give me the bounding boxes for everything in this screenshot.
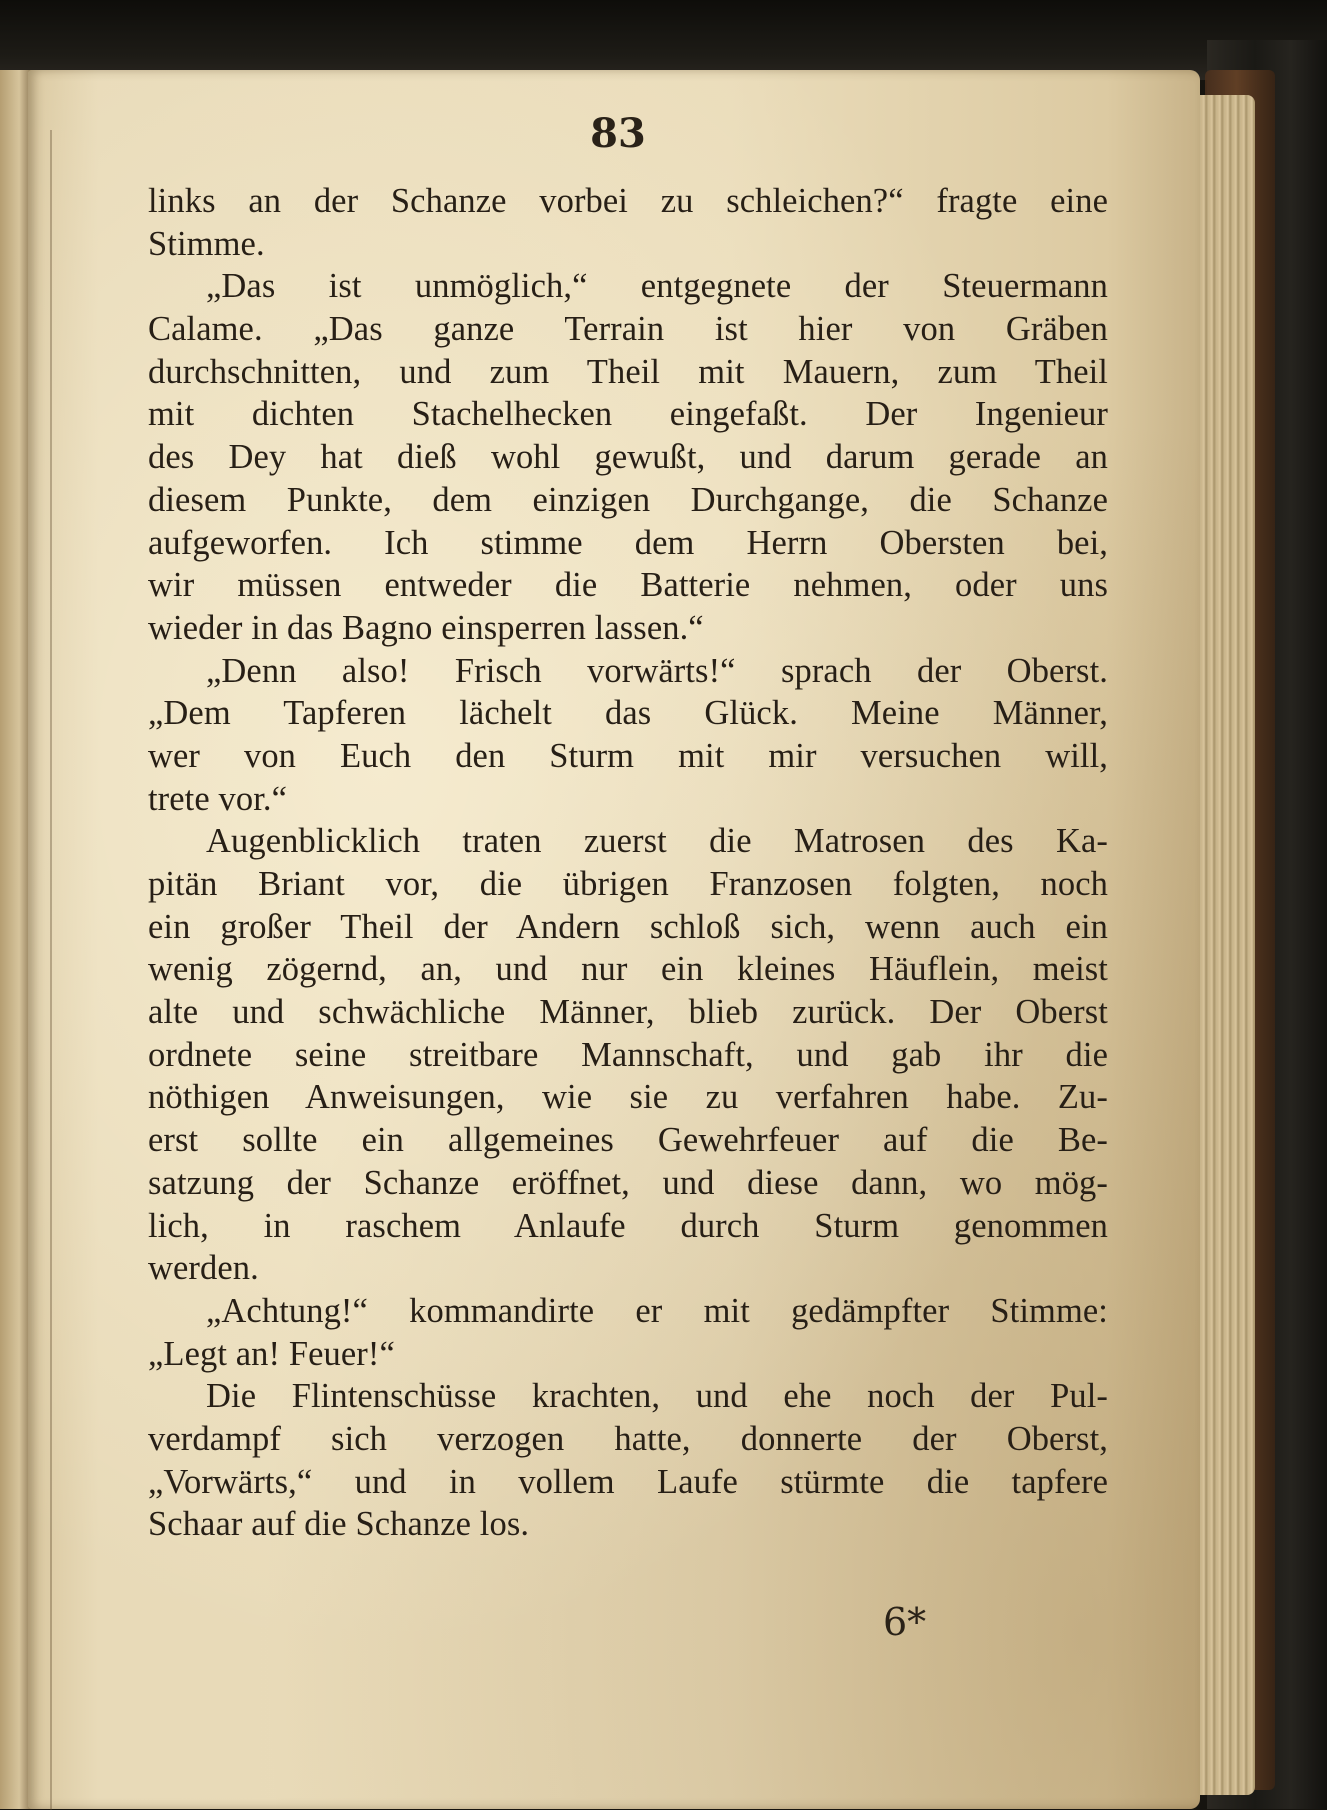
text-line: Schaar auf die Schanze los.	[148, 1505, 530, 1544]
book-cover-top	[0, 0, 1327, 80]
text-line: durchschnitten, und zum Theil mit Mauern, zum Theil	[148, 352, 1108, 391]
page-number: 83	[590, 110, 646, 157]
signature-mark: 6*	[883, 1600, 927, 1644]
text-line: „Vorwärts,“ und in vollem Laufe stürmte die tapfere	[148, 1462, 1108, 1501]
text-line: wer von Euch den Sturm mit mir versuchen will,	[148, 736, 1108, 775]
text-line: „Dem Tapferen lächelt das Glück. Meine Männer,	[148, 694, 1108, 733]
text-line: nöthigen Anweisungen, wie sie zu verfahren habe. Zu-	[148, 1078, 1108, 1117]
text-line: Stimme.	[148, 224, 265, 263]
text-line: satzung der Schanze eröffnet, und diese dann, wo mög-	[148, 1163, 1108, 1202]
text-line: „Denn also! Frisch vorwärts!“ sprach der Oberst.	[206, 651, 1108, 690]
text-line: „Legt an! Feuer!“	[148, 1334, 395, 1373]
text-line: ordnete seine streitbare Mannschaft, und gab ihr die	[148, 1035, 1108, 1074]
text-line: trete vor.“	[148, 779, 288, 818]
book-page	[28, 70, 1200, 1809]
gutter-fold	[50, 130, 52, 1810]
text-line: Augenblicklich traten zuerst die Matrosen des Ka-	[206, 822, 1108, 861]
text-line: Die Flintenschüsse krachten, und ehe noch der Pul-	[206, 1377, 1108, 1416]
text-line: werden.	[148, 1249, 259, 1288]
text-line: pitän Briant vor, die übrigen Franzosen folgten, noch	[148, 865, 1108, 903]
text-line: mit dichten Stachelhecken eingefaßt. Der Ingenieur	[148, 395, 1108, 434]
body-text	[148, 180, 1108, 1546]
text-line: ein großer Theil der Andern schloß sich, wenn auch ein	[148, 907, 1108, 946]
text-line: Calame. „Das ganze Terrain ist hier von Gräben	[148, 310, 1108, 349]
text-line: alte und schwächliche Männer, blieb zurück. Der Oberst	[148, 993, 1108, 1032]
text-line: diesem Punkte, dem einzigen Durchgange, die Schanze	[148, 480, 1108, 519]
text-line: wieder in das Bagno einsperren lassen.“	[148, 608, 704, 647]
text-line: „Das ist unmöglich,“ entgegnete der Steuermann	[206, 267, 1108, 306]
text-line: wir müssen entweder die Batterie nehmen, oder uns	[148, 566, 1108, 605]
text-line: des Dey hat dieß wohl gewußt, und darum gerade an	[148, 438, 1108, 477]
text-line: links an der Schanze vorbei zu schleichen?“ fragte eine	[148, 182, 1108, 220]
text-line: „Achtung!“ kommandirte er mit gedämpfter Stimme:	[206, 1291, 1108, 1330]
text-line: wenig zögernd, an, und nur ein kleines Häuflein, meist	[148, 950, 1108, 989]
text-line: erst sollte ein allgemeines Gewehrfeuer auf die Be-	[148, 1121, 1108, 1160]
text-line: verdampf sich verzogen hatte, donnerte der Oberst,	[148, 1419, 1108, 1458]
text-line: lich, in raschem Anlaufe durch Sturm genommen	[148, 1206, 1108, 1245]
text-line: aufgeworfen. Ich stimme dem Herrn Obersten bei,	[148, 523, 1108, 562]
